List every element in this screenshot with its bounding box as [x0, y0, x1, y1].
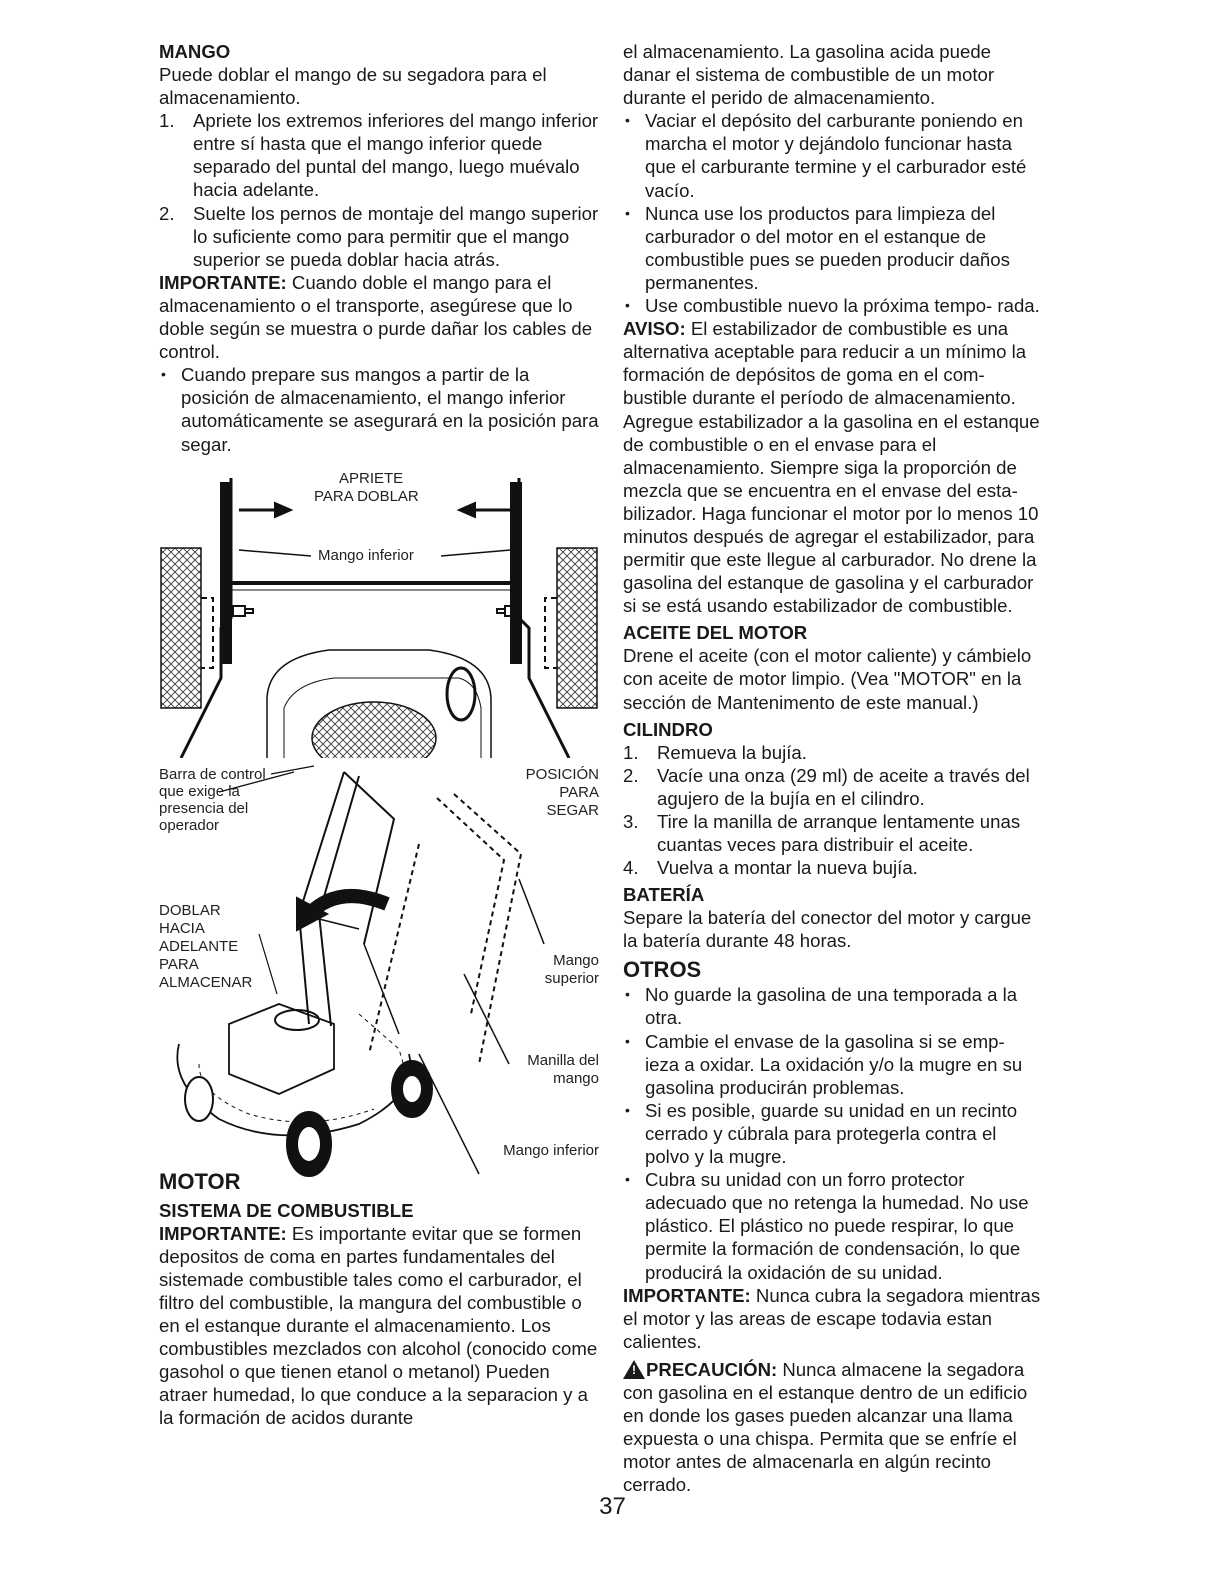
cilindro-steps: [623, 741, 1043, 880]
cilindro-heading: CILINDRO: [623, 718, 713, 740]
importante-note-3: [623, 1284, 1043, 1353]
warning-triangle-icon: !: [623, 1360, 645, 1379]
step-number: 1.: [623, 741, 639, 763]
bullet-item: • Cubra su unidad con un forro protector adecuado que no retenga la humedad. No use plástico. El plástico no puede respirar, lo que permite la formación de condensación, lo que producirá la oxidación de su unidad.: [623, 1168, 1043, 1283]
mango-intro: Puede doblar el mango de su segadora para el almacenamiento.: [159, 64, 547, 109]
doblar-label-2: HACIA: [159, 919, 205, 937]
continued-text: el almacenamiento. La gasolina acida puede danar el sistema de combustible de un motor durante el perido de almacenamiento.: [623, 41, 995, 109]
importante-text: Es importante evitar que se formen depositos de coma en partes fundamentales del sistemade combustible tales como el carburador, el filtro del combustible, la mangura del combustible o en el estanque durante el almacenamiento. Los combustibles mezclados con alcohol (conocido come gasohol o que tienen etanol o metanol) Pueden atraer humedad, lo que conduce a la separacion y a la formación de acidos durante: [159, 1222, 598, 1429]
sistema-heading: SISTEMA DE COMBUSTIBLE: [159, 1199, 414, 1221]
doblar-label-3: ADELANTE: [159, 937, 239, 955]
mango-step: [159, 109, 599, 201]
barra-control-label-3: presencia del: [159, 799, 249, 817]
otros-heading: OTROS: [623, 957, 702, 983]
step-number: 4.: [623, 857, 639, 879]
aviso-label: AVISO:: [623, 318, 686, 340]
step-text: Vacíe una onza (29 ml) de aceite a través del agujero de la bujía en el cilindro.: [657, 764, 1030, 809]
aviso-note: [623, 317, 1043, 617]
precaucion-note: [623, 1357, 1043, 1497]
importante-note-2: [159, 1222, 599, 1430]
doblar-label-1: DOBLAR: [159, 901, 221, 919]
bateria-text: Separe la batería del conector del motor y cargue la batería durante 48 horas.: [623, 907, 1032, 952]
importante-text: Cuando doble el mango para el almacenamiento o el transporte, asegúrese que lo doble según se muestra o purde dañar los cables de control.: [159, 271, 593, 363]
doblar-label-5: ALMACENAR: [159, 973, 253, 991]
left-column: [159, 40, 599, 1429]
precaucion-text: Nunca almacene la segadora con gasolina en el estanque dentro de un edificio en donde los gases pueden alcanzar una llama expuesta o una chispa. Permita que se enfríe el motor antes de almacenarla en algún recinto cerrado.: [623, 1358, 1028, 1496]
storage-bullets: [623, 983, 1043, 1283]
importante-label: IMPORTANTE:: [623, 1284, 751, 1306]
mango-bullets: [159, 363, 599, 455]
para-doblar-label: PARA DOBLAR: [314, 487, 419, 505]
apriete-label: APRIETE: [339, 469, 404, 487]
step-number: 1.: [159, 110, 175, 132]
posicion-label-1: POSICIÓN: [525, 765, 599, 783]
barra-control-label-1: Barra de control: [159, 765, 266, 783]
cilindro-step: [623, 764, 1043, 810]
cilindro-step: [623, 810, 1043, 856]
handle-squeeze-drawing: [159, 468, 599, 758]
fold-handle-figure: [159, 764, 599, 1204]
importante-label: IMPORTANTE:: [159, 1222, 287, 1244]
page-number: 37: [599, 1493, 626, 1520]
bullet-item: • Cambie el envase de la gasolina si se emp- ieza a oxidar. La oxidación y/o la mugre en su gasolina producirán problemas.: [623, 1030, 1043, 1099]
bullet-item: • Cuando prepare sus mangos a partir de la posición de almacenamiento, el mango inferior automáticamente se asegurará en la posición para segar.: [159, 363, 599, 455]
posicion-label-3: SEGAR: [546, 801, 599, 819]
right-column: [623, 40, 1043, 1496]
step-text: Remueva la bujía.: [657, 741, 807, 763]
aceite-text: Drene el aceite (con el motor caliente) y cámbielo con aceite de motor limpio. (Vea "MOTOR" en la sección de Mantenimento de este manual.): [623, 645, 1032, 713]
importante-note-1: [159, 271, 599, 363]
bullet-item: • Nunca use los productos para limpieza del carburador o del motor en el estanque de combustible pues se pueden producir daños permanentes.: [623, 202, 1043, 294]
bateria-heading: BATERÍA: [623, 884, 705, 906]
barra-control-label-4: operador: [159, 816, 220, 834]
mango-heading: MANGO: [159, 41, 231, 62]
mango-superior-label-2: superior: [544, 969, 599, 987]
fuel-bullets: [623, 109, 1043, 317]
manilla-label-1: Manilla del: [527, 1051, 599, 1069]
mango-superior-label-1: Mango: [553, 951, 599, 969]
step-number: 2.: [623, 764, 639, 786]
aceite-heading: ACEITE DEL MOTOR: [623, 622, 808, 644]
step-text: Apriete los extremos inferiores del mango inferior entre sí hasta que el mango inferior quede separado del puntal del mango, luego muévalo hacia adelante.: [193, 110, 599, 201]
cilindro-step: [623, 741, 1043, 764]
step-text: Tire la manilla de arranque lentamente unas cuantas veces para distribuir el aceite.: [657, 810, 1021, 855]
precaucion-label: PRECAUCIÓN:: [646, 1358, 778, 1380]
motor-heading: MOTOR: [159, 1168, 241, 1194]
bullet-item: • Vaciar el depósito del carburante poniendo en marcha el motor y dejándolo funcionar hasta que el carburante termine y el carburador esté vacío.: [623, 109, 1043, 201]
bullet-item: • No guarde la gasolina de una temporada a la otra.: [623, 983, 1043, 1029]
mango-steps: [159, 109, 599, 271]
posicion-label-2: PARA: [559, 783, 599, 801]
bullet-item: • Si es posible, guarde su unidad en un recinto cerrado y cúbrala para protegerla contra el polvo y la mugre.: [623, 1099, 1043, 1168]
step-number: 3.: [623, 810, 639, 832]
manilla-label-2: mango: [553, 1069, 599, 1087]
handle-squeeze-figure: [159, 468, 599, 758]
doblar-label-4: PARA: [159, 955, 199, 973]
step-number: 2.: [159, 202, 175, 224]
cilindro-step: [623, 856, 1043, 879]
barra-control-label-2: que exige la: [159, 782, 240, 800]
bullet-item: • Use combustible nuevo la próxima tempo- rada.: [623, 294, 1043, 317]
importante-text: Nunca cubra la segadora mientras el motor y las areas de escape todavia estan calientes.: [623, 1284, 1041, 1352]
mango-step: [159, 202, 599, 271]
step-text: Suelte los pernos de montaje del mango superior lo suficiente como para permitir que el mango superior se pueda doblar hacia atrás.: [193, 202, 599, 270]
aviso-text: El estabilizador de combustible es una alternativa aceptable para reducir a un mínimo la formación de depósitos de goma en el com- bustible durante el período de almacenamiento. Agregue estabilizador a la gasolina en el estanque de combustible o en el envase para el almacenamiento. Siempre siga la proporción de mezcla que se encuentra en el envase del esta- bilizador. Haga funcionar el motor por lo menos 10 minutos después de agregar el estabilizador, para permitir que este llegue al carburador. No drene la gasolina del estanque de gasolina y el carburador si se está usando estabilizador de combustible.: [623, 318, 1040, 617]
importante-label: IMPORTANTE:: [159, 271, 287, 293]
step-text: Vuelva a montar la nueva bujía.: [657, 857, 918, 879]
mango-inferior-label: Mango inferior: [318, 546, 414, 564]
mango-inferior-label-2: Mango inferior: [503, 1141, 599, 1159]
